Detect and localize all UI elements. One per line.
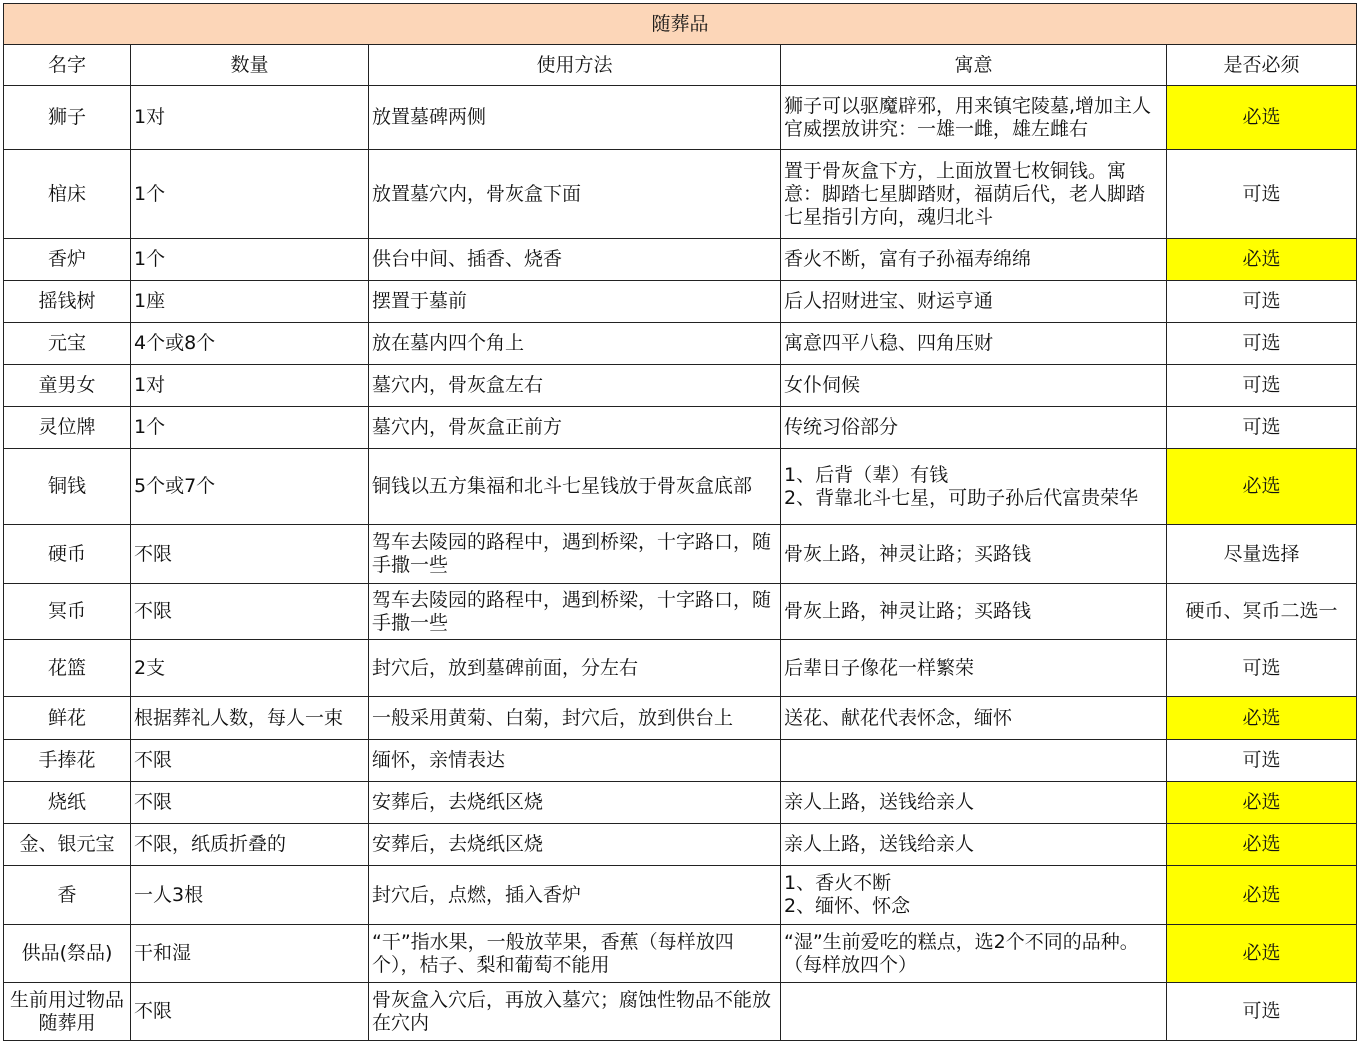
cell-required[interactable]: 可选 <box>1167 150 1357 239</box>
cell-quantity[interactable]: 不限 <box>131 983 369 1041</box>
table-row <box>4 323 1357 365</box>
title-row <box>4 4 1357 45</box>
cell-usage[interactable]: 封穴后，放到墓碑前面，分左右 <box>369 640 781 697</box>
table-row <box>4 697 1357 740</box>
cell-name[interactable]: 狮子 <box>4 86 131 150</box>
cell-name[interactable]: 硬币 <box>4 525 131 584</box>
cell-name[interactable]: 生前用过物品随葬用 <box>4 983 131 1041</box>
table-row <box>4 239 1357 281</box>
table-row <box>4 640 1357 697</box>
header-quantity[interactable]: 数量 <box>131 45 369 86</box>
cell-name[interactable]: 棺床 <box>4 150 131 239</box>
cell-quantity[interactable]: 一人3根 <box>131 866 369 925</box>
cell-usage[interactable]: 供台中间、插香、烧香 <box>369 239 781 281</box>
cell-name[interactable]: 香 <box>4 866 131 925</box>
cell-quantity[interactable]: 1个 <box>131 150 369 239</box>
table-row <box>4 281 1357 323</box>
cell-required[interactable]: 硬币、冥币二选一 <box>1167 584 1357 640</box>
cell-usage[interactable]: 安葬后，去烧纸区烧 <box>369 824 781 866</box>
cell-meaning[interactable]: 后人招财进宝、财运亨通 <box>781 281 1167 323</box>
cell-name[interactable]: 铜钱 <box>4 449 131 525</box>
cell-required[interactable]: 必选 <box>1167 782 1357 824</box>
cell-required[interactable]: 可选 <box>1167 281 1357 323</box>
cell-usage[interactable]: 骨灰盒入穴后，再放入墓穴；腐蚀性物品不能放在穴内 <box>369 983 781 1041</box>
table-row <box>4 584 1357 640</box>
cell-usage[interactable]: 放置墓碑两侧 <box>369 86 781 150</box>
cell-usage[interactable]: 封穴后，点燃，插入香炉 <box>369 866 781 925</box>
cell-meaning[interactable]: 传统习俗部分 <box>781 407 1167 449</box>
cell-name[interactable]: 元宝 <box>4 323 131 365</box>
cell-required[interactable]: 必选 <box>1167 449 1357 525</box>
cell-usage[interactable]: 驾车去陵园的路程中，遇到桥梁，十字路口，随手撒一些 <box>369 525 781 584</box>
cell-meaning[interactable]: 1、后背（辈）有钱 2、背靠北斗七星，可助子孙后代富贵荣华 <box>781 449 1167 525</box>
cell-quantity[interactable]: 1个 <box>131 407 369 449</box>
cell-name[interactable]: 童男女 <box>4 365 131 407</box>
cell-quantity[interactable]: 不限 <box>131 782 369 824</box>
cell-meaning[interactable]: 亲人上路，送钱给亲人 <box>781 824 1167 866</box>
cell-required[interactable]: 可选 <box>1167 983 1357 1041</box>
cell-usage[interactable]: 安葬后，去烧纸区烧 <box>369 782 781 824</box>
cell-quantity[interactable]: 1对 <box>131 86 369 150</box>
cell-quantity[interactable]: 1对 <box>131 365 369 407</box>
table-row <box>4 525 1357 584</box>
cell-quantity[interactable]: 不限 <box>131 584 369 640</box>
cell-meaning[interactable]: 香火不断，富有子孙福寿绵绵 <box>781 239 1167 281</box>
cell-required[interactable]: 可选 <box>1167 323 1357 365</box>
cell-meaning[interactable] <box>781 983 1167 1041</box>
cell-quantity[interactable]: 5个或7个 <box>131 449 369 525</box>
cell-name[interactable]: 手捧花 <box>4 740 131 782</box>
cell-required[interactable]: 必选 <box>1167 925 1357 983</box>
cell-name[interactable]: 金、银元宝 <box>4 824 131 866</box>
cell-usage[interactable]: 驾车去陵园的路程中，遇到桥梁，十字路口，随手撒一些 <box>369 584 781 640</box>
cell-required[interactable]: 必选 <box>1167 239 1357 281</box>
table-row <box>4 866 1357 925</box>
cell-quantity[interactable]: 不限 <box>131 525 369 584</box>
header-row <box>4 45 1357 86</box>
cell-required[interactable]: 可选 <box>1167 365 1357 407</box>
cell-quantity[interactable]: 1个 <box>131 239 369 281</box>
cell-required[interactable]: 可选 <box>1167 740 1357 782</box>
cell-required[interactable]: 可选 <box>1167 407 1357 449</box>
table-row <box>4 407 1357 449</box>
cell-name[interactable]: 供品(祭品) <box>4 925 131 983</box>
cell-quantity[interactable]: 不限，纸质折叠的 <box>131 824 369 866</box>
cell-name[interactable]: 花篮 <box>4 640 131 697</box>
table-row <box>4 86 1357 150</box>
cell-required[interactable]: 必选 <box>1167 86 1357 150</box>
cell-meaning[interactable] <box>781 740 1167 782</box>
cell-usage[interactable]: 摆置于墓前 <box>369 281 781 323</box>
cell-quantity[interactable]: 根据葬礼人数，每人一束 <box>131 697 369 740</box>
cell-required[interactable]: 必选 <box>1167 697 1357 740</box>
cell-meaning[interactable]: 女仆伺候 <box>781 365 1167 407</box>
cell-meaning[interactable]: 后辈日子像花一样繁荣 <box>781 640 1167 697</box>
cell-meaning[interactable]: 1、香火不断 2、缅怀、怀念 <box>781 866 1167 925</box>
table-row <box>4 824 1357 866</box>
table-row <box>4 365 1357 407</box>
cell-quantity[interactable]: 不限 <box>131 740 369 782</box>
cell-meaning[interactable]: “湿”生前爱吃的糕点，选2个不同的品种。（每样放四个） <box>781 925 1167 983</box>
cell-name[interactable]: 鲜花 <box>4 697 131 740</box>
cell-required[interactable]: 尽量选择 <box>1167 525 1357 584</box>
header-meaning[interactable]: 寓意 <box>781 45 1167 86</box>
cell-name[interactable]: 冥币 <box>4 584 131 640</box>
cell-meaning[interactable]: 亲人上路，送钱给亲人 <box>781 782 1167 824</box>
sheet-title[interactable]: 随葬品 <box>4 4 1357 45</box>
cell-meaning[interactable]: 寓意四平八稳、四角压财 <box>781 323 1167 365</box>
cell-name[interactable]: 香炉 <box>4 239 131 281</box>
cell-name[interactable]: 灵位牌 <box>4 407 131 449</box>
cell-quantity[interactable]: 1座 <box>131 281 369 323</box>
table-row <box>4 782 1357 824</box>
cell-meaning[interactable]: 置于骨灰盒下方，上面放置七枚铜钱。寓意：脚踏七星脚踏财，福荫后代，老人脚踏七星指引方向，魂归北斗 <box>781 150 1167 239</box>
cell-required[interactable]: 可选 <box>1167 640 1357 697</box>
cell-usage[interactable]: “干”指水果，一般放苹果，香蕉（每样放四个），桔子、梨和葡萄不能用 <box>369 925 781 983</box>
cell-quantity[interactable]: 4个或8个 <box>131 323 369 365</box>
cell-usage[interactable]: 墓穴内，骨灰盒左右 <box>369 365 781 407</box>
cell-usage[interactable]: 铜钱以五方集福和北斗七星钱放于骨灰盒底部 <box>369 449 781 525</box>
cell-meaning[interactable]: 狮子可以驱魔辟邪，用来镇宅陵墓,增加主人官威摆放讲究：一雄一雌，雄左雌右 <box>781 86 1167 150</box>
cell-meaning[interactable]: 骨灰上路，神灵让路；买路钱 <box>781 525 1167 584</box>
table-row <box>4 449 1357 525</box>
cell-usage[interactable]: 放置墓穴内，骨灰盒下面 <box>369 150 781 239</box>
cell-required[interactable]: 必选 <box>1167 824 1357 866</box>
table-row <box>4 150 1357 239</box>
cell-required[interactable]: 必选 <box>1167 866 1357 925</box>
cell-quantity[interactable]: 干和湿 <box>131 925 369 983</box>
table-row <box>4 925 1357 983</box>
header-required[interactable]: 是否必须 <box>1167 45 1357 86</box>
cell-meaning[interactable]: 送花、献花代表怀念，缅怀 <box>781 697 1167 740</box>
cell-name[interactable]: 摇钱树 <box>4 281 131 323</box>
cell-usage[interactable]: 墓穴内，骨灰盒正前方 <box>369 407 781 449</box>
header-name[interactable]: 名字 <box>4 45 131 86</box>
table-row <box>4 983 1357 1041</box>
cell-quantity[interactable]: 2支 <box>131 640 369 697</box>
cell-meaning[interactable]: 骨灰上路，神灵让路；买路钱 <box>781 584 1167 640</box>
cell-usage[interactable]: 放在墓内四个角上 <box>369 323 781 365</box>
cell-name[interactable]: 烧纸 <box>4 782 131 824</box>
table-row <box>4 740 1357 782</box>
burial-items-table <box>3 3 1357 1041</box>
cell-usage[interactable]: 缅怀，亲情表达 <box>369 740 781 782</box>
cell-usage[interactable]: 一般采用黄菊、白菊，封穴后，放到供台上 <box>369 697 781 740</box>
header-usage[interactable]: 使用方法 <box>369 45 781 86</box>
